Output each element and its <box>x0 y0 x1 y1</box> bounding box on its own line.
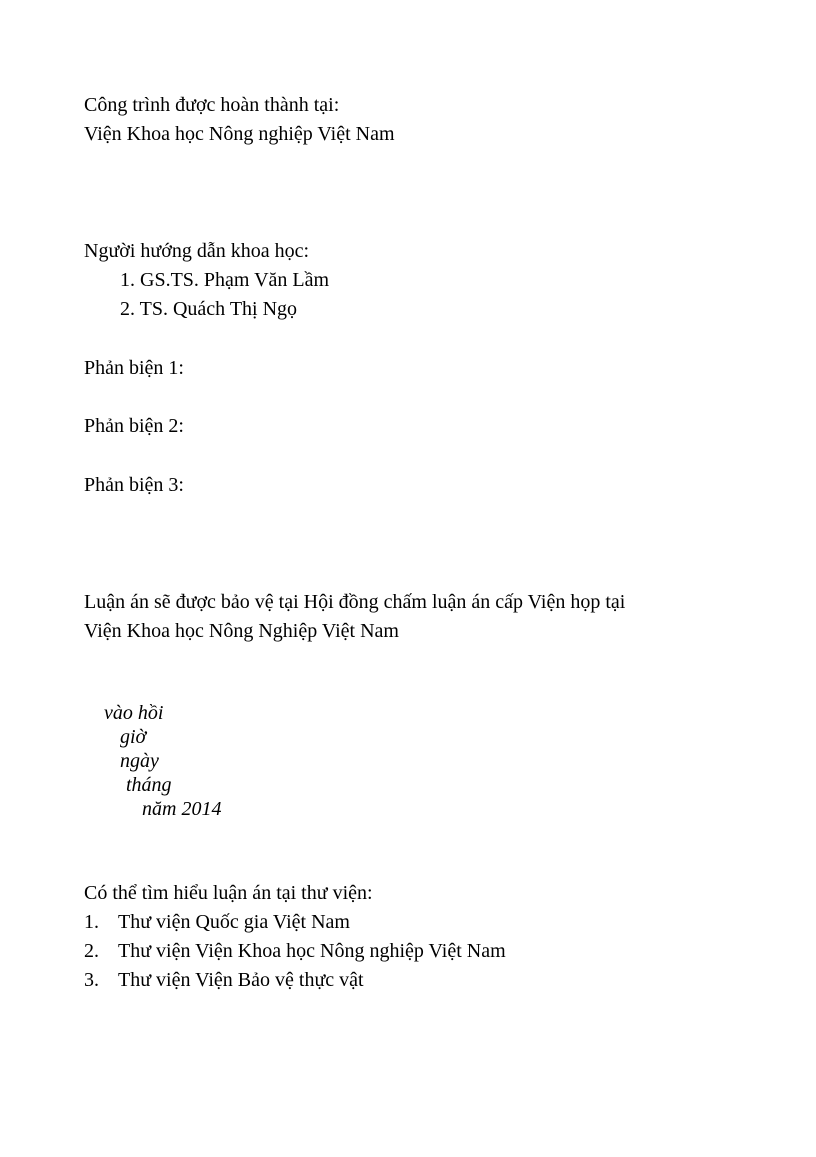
completion-label: Công trình được hoàn thành tại: <box>84 94 340 116</box>
date-hour-prefix: vào hồi <box>104 702 164 724</box>
date-month-label: tháng <box>126 774 172 796</box>
library-item: Thư viện Quốc gia Việt Nam <box>118 911 350 933</box>
supervisors-label: Người hướng dẫn khoa học: <box>84 240 310 262</box>
defense-line-2: Viện Khoa học Nông Nghiệp Việt Nam <box>84 620 399 642</box>
defense-date-line <box>84 677 221 845</box>
completion-institute: Viện Khoa học Nông nghiệp Việt Nam <box>84 123 395 145</box>
library-item: Thư viện Viện Bảo vệ thực vật <box>118 969 364 991</box>
supervisor-item: 1. GS.TS. Phạm Văn Lầm <box>120 269 330 291</box>
reviewer-3-label: Phản biện 3: <box>84 474 184 496</box>
reviewer-1-label: Phản biện 1: <box>84 357 184 379</box>
supervisor-item: 2. TS. Quách Thị Ngọ <box>120 298 298 320</box>
date-hour-label: giờ <box>120 726 147 748</box>
library-item-number: 1. <box>84 911 99 933</box>
date-day-label: ngày <box>120 750 159 772</box>
library-item-number: 3. <box>84 969 99 991</box>
library-item: Thư viện Viện Khoa học Nông nghiệp Việt Nam <box>118 940 506 962</box>
date-year-label: năm 2014 <box>142 798 222 820</box>
reviewer-2-label: Phản biện 2: <box>84 415 184 437</box>
defense-line-1: Luận án sẽ được bảo vệ tại Hội đồng chấm luận án cấp Viện họp tại <box>84 591 626 613</box>
libraries-label: Có thể tìm hiểu luận án tại thư viện: <box>84 882 373 904</box>
library-item-number: 2. <box>84 940 99 962</box>
